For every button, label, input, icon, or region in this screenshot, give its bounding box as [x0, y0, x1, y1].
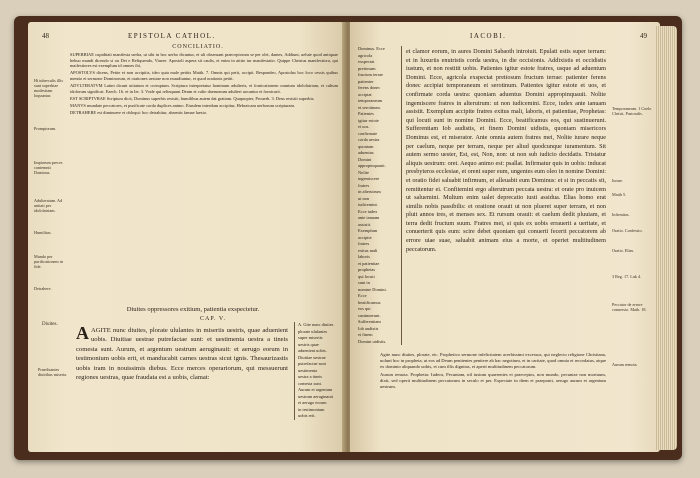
right-inner-column	[358, 46, 402, 345]
right-folio: 49	[640, 32, 647, 40]
margin-note: Mundo per purificationem in fide.	[34, 254, 63, 269]
inner-line: uestimenta	[298, 367, 318, 373]
inner-line: fratres	[358, 241, 370, 246]
inner-line: ferens donec	[358, 85, 381, 90]
inner-line: nomine Domini.	[358, 286, 387, 292]
margin-note-diuites: Diuites.	[42, 322, 58, 327]
commentary-paragraph: APOSTOLVS dicens, Petite et non accipitis, ideo quia male petitis Matth. 7. Omnis qui petit, accipit. Respondeo, Apostolus hoc loco cessis quibus mentio et sermone Dominorum, et orationes uestrae non exaudiuntur, et quod orationis petiit.	[70, 70, 338, 81]
margin-note: Humilitas.	[34, 230, 52, 235]
inner-line: uobis erit.	[298, 413, 316, 418]
margin-note: Matth 5.	[612, 192, 627, 197]
inner-line: appropinquauit.	[358, 163, 386, 168]
inner-line: et serotinum.	[358, 104, 381, 110]
margin-note: Promptorum.	[34, 126, 57, 131]
inner-line: sunt in	[358, 280, 370, 285]
inner-line: Exemplum	[358, 228, 378, 233]
inner-line: Ecce	[358, 293, 367, 298]
right-running-head: IACOBI.	[470, 32, 507, 40]
margin-note: Iurare.	[612, 178, 624, 183]
left-main-text	[76, 323, 288, 382]
inner-line: eos qui	[358, 306, 371, 311]
commentary-paragraph: Agite nunc diuites, plorate, etc. Prophetico sermone infelicitatem acerbissimi excessus, qui neglecto religione Christiana, uolunt hoc in propheta, ut eos ad Deum penitentes penitere ab hac negotium, et in caritate, quod omnia et recordatus, atque ex dominio aliquando uobis, et cum illis dignitas, et aperit multitudinem peccatorum.	[380, 352, 606, 369]
commentary-paragraph: SUPERBIAE cupiditati manifesta uerba, ut sibi in hoc uerbo dicuntur, et uli obseruant praeceptorum se per olet, dantes, Addiunt, uelute quod antiquae hebuo mundi dicendo si ou Dei e Reliquendo, Viuere. Apostoli aspera sit caulis, et enim in aitito tur manifestatio. Quippe Christus manifestiora, qui maifestiores est exemplum id omnes ibi,	[70, 52, 338, 69]
inner-line: confirmate	[358, 130, 378, 136]
inner-line: Diuitiae uestrae	[298, 354, 326, 360]
margin-note: Peccator de errore conuersio. Math. 18.	[612, 302, 647, 312]
inner-line: ante ianuam	[358, 215, 380, 220]
inner-line: comesta sunt.	[298, 380, 322, 386]
inner-line: assistit.	[358, 221, 372, 227]
inner-line: exspectat	[358, 59, 375, 64]
commentary-paragraph: MANVS mundate peccatores, et purificate corda duplices animo. Eiusdem interdum accipitur, Hebraicam uerborum scripturam.	[70, 102, 296, 108]
chapter-label: CAP. V.	[200, 316, 226, 322]
inner-line: super miseriis	[298, 335, 323, 340]
commentary-paragraph: DETRAHERE est diminuere et obloqui: hoc detrahitur, absentis famae laesio.	[70, 109, 207, 115]
margin-note: Adulteratum. Ad unitati per idololatriam.	[34, 198, 63, 213]
inner-line: igitur estote	[358, 117, 379, 123]
inner-line: prophetas	[358, 267, 376, 272]
inner-line: beatificamus	[358, 299, 381, 305]
inner-line: pretiosum	[358, 65, 376, 71]
inner-line: corda uestra	[358, 137, 380, 142]
margin-note: Praedicantes diuitibus miseria.	[38, 367, 68, 377]
margin-note: Oratio. Elias.	[612, 248, 635, 253]
right-main-text: et clamor eorum, in aures Domini Sabaoth introiuit. Epulati estis super terram: et in luxuriis enutristis corda uestra, in die occisionis. Addixistis et occidistis iustum, et non restitit uobis. Patientes igitur estote fratres, usque ad aduentum Domini. Ecce, agricola exspectat pretiosum fructum terrae: patienter ferens donec accipiat temporaneum et serotinum. Patientes igitur estote et uos, et confirmate corda uestra: quoniam aduentus Domini appropinquauit. Nolite ingemiscere fratres in alterutrum: ut non iudicemini. Ecce, iudex ante ianuam assistit. Exemplum accipite fratres exitus mali, laboris, et patientiae, Prophetas: qui locuti sunt in nomine Domini. Ecce, beatificamus eos, qui sustinuerunt. Sufferentiam Iob audistis, et finem Domini uidistis, quoniam misericors Dominus est, et miserator. Ante omnia autem fratres mei, Nolite iurare neque per caelum, neque per terram, neque per aliud quodcunque iuramentum. Sit autem sermo uester, Est, est, Non, non: ut non sub iudicio decidatis. Tristatur aliquis uestrum: oret. Aequo animo est: psallat. Infirmatur quis in uobis: inducat presbyteros ecclesiae, et orent super eum, ungentes eum oleo in nomine Domini: et oratio fidei saluabit infirmum, et alleuabit eum Dominus: et si in peccatis sit, remittentur ei. Confitemini ergo alterutrum peccata uestra: et orate pro inuicem ut saluemini. Multum enim ualet deprecatio iusti assidua. Elias homo erat similis nobis passibilis: et oratione orauit ut non plueret super terram, et non pluit annos tres, et menses sex. Et rursum orauit: et caelum dedit pluuiam, et terra dedit fructum suum. Fratres mei, si quis ex uobis errauerit a ueritate, et conuerterit quis eum: scire debet quoniam qui conuerti fecerit peccatorem ab errore uiae suae, saluabit animam eius a morte, et operiet multitudinem peccatorum.	[406, 48, 606, 253]
right-commentary	[380, 352, 606, 391]
inner-line: iudicemini.	[358, 202, 378, 207]
inner-line: Sufferentiam	[358, 319, 381, 324]
inner-line: agricola	[358, 52, 373, 58]
inner-line: uestrum aeruginauit	[298, 393, 333, 399]
inner-line: in testimonium	[298, 406, 325, 412]
commentary-paragraph: Aurum remota. Prophetia: Iudeos, Pecuniam, nil iustum quaerentes et praeceptos, non mundo, pecuniae non mortuum, dixit, sed operit multitudinem peccatorum in seculo et per. Expectate in diem et praeponit, aerugo aurum et argentum uestrum.	[380, 371, 606, 389]
inner-line: qui locuti	[358, 273, 375, 279]
inner-line: Domini	[358, 156, 372, 162]
inner-line: aduentus	[358, 150, 374, 155]
margin-note: Detrahere.	[34, 286, 52, 291]
inner-line: accipite	[358, 234, 372, 240]
margin-note: 3 Reg. 17. Luk 4.	[612, 274, 642, 279]
left-main-text-body: AGITE nunc diuites, plorate ululantes in miseriis uestris, quae aduenient uobis. Diuitiae uestrae putrefactae sunt: et uestimenta uestra a tineis comesta sunt. Aurum, et argentum uestrum aeruginauit: et aerugo eorum in testimonium uobis erit, et manducabit carnes uestras sicut ignis. Thesaurizastis uobis iram in nouissimis diebus. Ecce merces operariorum, qui messuerunt regiones uestras, quae fraudata est a uobis, clamat:	[76, 327, 288, 382]
inner-line: laboris	[358, 254, 370, 259]
inner-line: sustinuerunt.	[358, 312, 381, 318]
commentary-paragraph: ADVLTERATVM Latini dicunt uitiatum et corruptum. Scriptura interpretatur hominum adulteris, et fornicationem omnium idololatriam, et cultum idolorum significat. Ezech. 16. et in Ier. 3. Vnde qui relinquunt Deum et culto daemonum adulteri uocantur et fornicarii.	[70, 82, 338, 94]
inner-line: uestra a tineis	[298, 374, 323, 379]
margin-note: Aurum remota.	[612, 362, 638, 367]
page-edges	[655, 26, 677, 450]
margin-note: Hi tuberculis illis sunt superbiae modestiam loquuntur.	[34, 78, 64, 98]
left-section-heading: Diuites oppressores exitium, patientia exspectetur.	[126, 306, 260, 313]
inner-line: Domini uidistis.	[358, 338, 387, 344]
inner-line: et aerugo eorum	[298, 400, 327, 405]
inner-line: putrefactae sunt	[298, 361, 326, 366]
left-commentary	[70, 52, 338, 117]
margin-note: Impiorum preces contemnit Dominus.	[34, 160, 63, 175]
inner-line: fratres	[358, 182, 370, 188]
inner-line: fructum terrae	[358, 72, 383, 77]
inner-line: in alterutrum	[358, 189, 381, 194]
left-section-title: CONCILIATIO.	[172, 44, 224, 50]
left-folio: 48	[42, 32, 49, 40]
inner-line: exitus mali	[358, 247, 378, 253]
margin-note: Oratio. Confessio.	[612, 228, 643, 233]
inner-line: ut non	[358, 195, 370, 201]
inner-line: Ecce iudex	[358, 208, 378, 214]
inner-line: accipiat	[358, 91, 372, 97]
left-page	[28, 22, 346, 452]
inner-line: temporaneum	[358, 98, 383, 103]
inner-line: aduenient uobis.	[298, 348, 327, 353]
inner-line: quoniam	[358, 143, 374, 149]
inner-line: Aurum et argentum	[298, 387, 333, 392]
inner-line: et patientiae	[358, 260, 380, 266]
inner-line: et uos.	[358, 124, 370, 129]
margin-note: Temporaneum. 1 Coelo Christi, Pastoralis.	[612, 106, 652, 116]
inner-line: Iob audistis	[358, 325, 379, 331]
inner-line: patienter	[358, 78, 374, 84]
inner-line: Patientes	[358, 111, 374, 116]
right-page	[350, 22, 660, 452]
dropcap: A	[76, 323, 89, 343]
inner-line: ingemiscere	[358, 176, 380, 181]
inner-line: uestris quae	[298, 341, 319, 347]
margin-note: Infirmitas.	[612, 212, 630, 217]
inner-line: plorate ululantes	[298, 328, 328, 334]
inner-line: A. Gite nunc diuites	[298, 322, 334, 327]
inner-line: Nolite	[358, 169, 369, 175]
left-running-head: EPISTOLA CATHOL.	[128, 32, 216, 40]
inner-line: Dominus. Ecce	[358, 46, 385, 51]
inner-line: et finem	[358, 332, 373, 337]
left-inner-column	[294, 322, 345, 420]
commentary-paragraph: EST SCRIPTVRAE Scriptura dicit, Dominus superbis resistit, humilibus autem dat gratiam. Quapropter, Prouerb. 3. Deus resistit superbis.	[70, 95, 315, 101]
